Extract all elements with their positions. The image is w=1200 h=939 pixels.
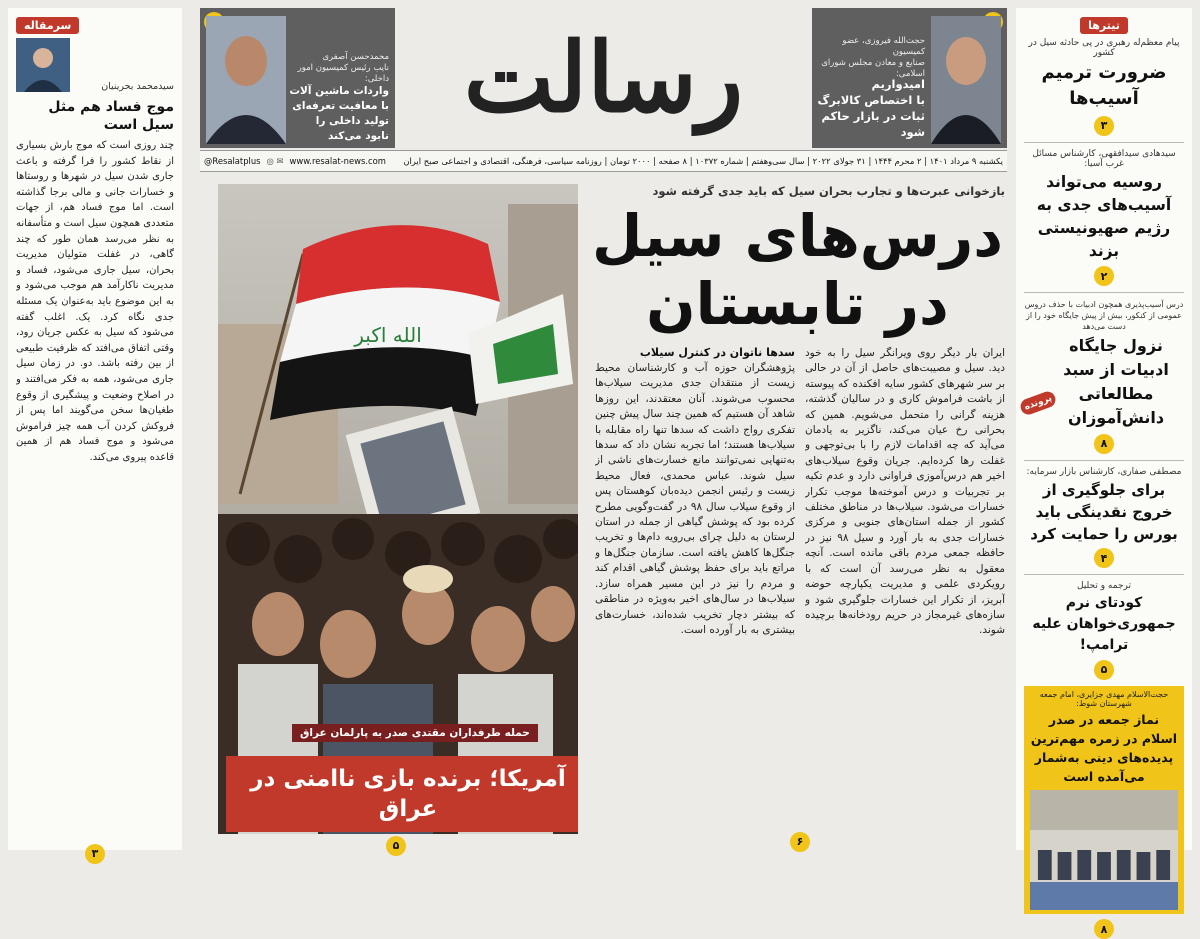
newspaper-logo[interactable]: رسالت — [463, 21, 744, 134]
lead-story-kicker: بازخوانی عبرت‌ها و تجارب بحران سیل که باید جدی گرفته شود — [652, 184, 1005, 198]
editorial-title[interactable]: موج فساد هم مثل سیل است — [48, 99, 174, 133]
website-link[interactable]: www.resalat-news.com — [289, 156, 386, 166]
left-person-photo — [206, 16, 286, 144]
left-person-caption: محمدحسن آصفری نایب رئیس کمیسیون امور داخلی: — [297, 52, 389, 84]
social-icons[interactable]: ◎ ✉ — [266, 156, 284, 166]
right-person-caption: حجت‌الله فیروزی، عضو کمیسیون صنایع و معادن مجلس شورای اسلامی: — [821, 36, 925, 79]
brief-item[interactable]: درس آسیب‌پذیری همچون ادبیات با حذف دروس عمومی از کنکور، بیش از پیش جایگاه خود را از دست می‌دهد نزول جایگاه ادبیات از سبد مطالعاتی دانش‌آموزان پرونده ۸ — [1024, 299, 1184, 454]
lead-story-headline-1[interactable]: درس‌های سیل — [591, 202, 1003, 270]
lead-story-subhead: سدها ناتوان در کنترل سیلاب — [639, 346, 795, 359]
masthead — [200, 8, 1007, 178]
brief-item[interactable]: سیدهادی سیدافقهی، کارشناس مسائل غرب آسیا: روسیه می‌تواند آسیب‌های جدی به رژیم صهیونیستی بزند ۲ — [1024, 149, 1184, 287]
briefs-column — [1016, 8, 1192, 936]
lead-photo[interactable] — [218, 184, 578, 834]
friday-prayer-photo — [1030, 790, 1178, 910]
dateline-bar — [200, 150, 1007, 172]
masthead-right-box[interactable] — [812, 8, 1007, 148]
lead-story-column-right: ایران بار دیگر روی ویرانگر سیل را به خود دید. سیل و مصیبت‌های حاصل از آن در حالی بر سر شهرهای کشور سایه افکنده که پیوسته از باشت فراموش کاری و در سالیان گذشته، هزینه گرانی را متحمل می‌شویم. همین که بحرانی رخ عیان می‌کند، ناگزیر به یادمان می‌آید که چه اقدامات لازم را با بی‌توجهی و غفلت رها کرده‌ایم. جریان وقوع سیلاب‌های اخیر هم درس‌آموزی فراوانی دارد و عدم تکیه بر تجربیات و درس آموخته‌ها موجب تکرار خسارات می‌شود. سیلاب‌ها در مناطق مختلف کشور از جمله استان‌های جنوبی و مرکزی خسارات جدی به بار آورد و سیل ۹۸ نیز در حافظه جمعی مردم باقی مانده است. آنچه معقول به نظر می‌رسد آن است که با رویکردی علمی و مدیریت یکپارچه حوضه آبریز، از تکرار این خسارات جلوگیری شود و سازه‌های غیرمجاز در حریم رودخانه‌ها برچیده شوند. — [805, 347, 1005, 637]
lead-story-column-left: پژوهشگران حوزه آب و کارشناسان محیط زیست از منتقدان جدی مدیریت سیلاب‌ها محسوب می‌شوند. آنان معتقدند، این روزها شاهد آن هستیم که همین چند سال پیش چنین تفکری رواج داشت که سدها تنها راه مقابله با سیلاب‌ها هستند؛ اما تجربه نشان داد که سدها به‌تنهایی نمی‌توانند مانع خسارت‌های ناشی از سیل شوند. عباس محمدی، فعال محیط زیست و رئیس انجمن دیده‌بان کوهستان پس از وقوع سیلاب سال ۹۸ در گفت‌وگویی مطرح کرده بود که پوشش گیاهی از جمله در استان لرستان به دلیل چرای بی‌رویه دام‌ها و تخریب جنگل‌ها کاهش یافته است. سازمان جنگل‌ها و مراتع باید برای حفظ پوشش گیاهی اقدام کند و مردم را نیز در این مسیر همراه سازد. سیلاب‌ها در سال‌های اخیر به‌ویژه در مناطقی که بیشتر دچار تخریب شده‌اند، خسارت‌های بیشتری به بار آورده است. — [595, 362, 795, 636]
right-box-headline[interactable]: امیدواریم با اختصاص کالابرگ ثبات در بازار حاکم شود — [817, 77, 925, 139]
editorial-body: چند روزی است که موج بارش بسیاری از نقاط کشور را فرا گرفته و باعث جاری شدن سیل در شهرها و روستاها و خسارات جانی و مالی برجا گذاشته است. اما موج فساد هم، از جهات متعددی همچون سیل است و متأسفانه به نظر می‌رسد همان طور که چند گاهی، در غفلت متولیان مدیریت بحران، سیل جاری می‌شود، فساد و مدیریت ناکارآمد هم موجب می‌شود و به این موضوع باید به‌عنوان یک مسئله جدی نگاه کرد. یک. اغلب گفته می‌شود که سیل به عکس جریان رود، وقتی اتفاق می‌افتد که ظرفیت طبیعی از بین رفته باشد. دو. در زمان سیل جاری می‌شود، همه به فکر می‌افتند و در اصلاح وضعیت و پیشگیری از وقوع طغیان‌ها سخن می‌گویند اما پس از فروکش کردن آب همه چیز فراموش می‌شود و موج فساد هم از همین قاعده پیروی می‌کند. — [16, 140, 174, 463]
lead-photo-caption-kicker: حمله طرفداران مقتدی صدر به پارلمان عراق — [292, 724, 538, 742]
dateline: یکشنبه ۹ مرداد ۱۴۰۱ | ۲ محرم ۱۴۴۴ | ۳۱ جولای ۲۰۲۲ | سال سی‌وهفتم | شماره ۱۰۳۷۲ | ۸ صفحه | ۲۰۰۰ تومان | روزنامه سیاسی، فرهنگی، اقتصادی و اجتماعی صبح ایران — [403, 156, 1003, 166]
feature-box[interactable]: حجت‌الاسلام مهدی جزایری، امام جمعه شهرستان شوط: نماز جمعه در صدر اسلام در زمره مهم‌ترین پدیده‌های دینی به‌شمار می‌آمده است — [1024, 686, 1184, 914]
editorial-column — [8, 8, 182, 860]
brief-item[interactable]: مصطفی صفاری، کارشناس بازار سرمایه: برای جلوگیری از خروج نقدینگی باید بورس را حمایت کرد ۴ — [1024, 467, 1184, 569]
dossier-tag: پرونده — [1018, 389, 1058, 417]
lead-story-page-number[interactable]: ۶ — [790, 832, 810, 852]
editorial-page-number[interactable]: ۳ — [85, 844, 105, 864]
editorial-author: سیدمحمد بحرینیان — [101, 81, 174, 92]
flag-text: الله اکبر — [354, 323, 422, 347]
feature-page-number[interactable]: ۸ — [1094, 919, 1114, 939]
left-box-headline[interactable]: واردات ماشین آلات با معافیت تعرفه‌ای تولید داخلی را نابود می‌کند — [289, 85, 389, 142]
author-photo — [16, 38, 70, 92]
right-person-photo — [931, 16, 1001, 144]
lead-story-headline-2[interactable]: در تابستان — [646, 270, 949, 338]
masthead-left-box[interactable] — [200, 8, 395, 148]
lead-photo-page-number[interactable]: ۵ — [386, 836, 406, 856]
brief-item[interactable]: پیام معظم‌له رهبری در پی حادثه سیل در کشور ضرورت ترمیم آسیب‌ها ۳ — [1024, 38, 1184, 136]
brief-item[interactable]: ترجمه و تحلیل کودتای نرم جمهوری‌خواهان علیه ترامپ! ۵ — [1024, 581, 1184, 680]
editorial-label: سرمقاله — [16, 17, 79, 34]
briefs-label: تیترها — [1080, 17, 1128, 34]
lead-story — [590, 184, 1005, 850]
social-handle[interactable]: @Resalatplus — [204, 156, 261, 166]
lead-photo-block[interactable] — [218, 184, 578, 852]
lead-photo-headline[interactable]: آمریکا؛ برنده بازی ناامنی در عراق — [226, 756, 578, 832]
